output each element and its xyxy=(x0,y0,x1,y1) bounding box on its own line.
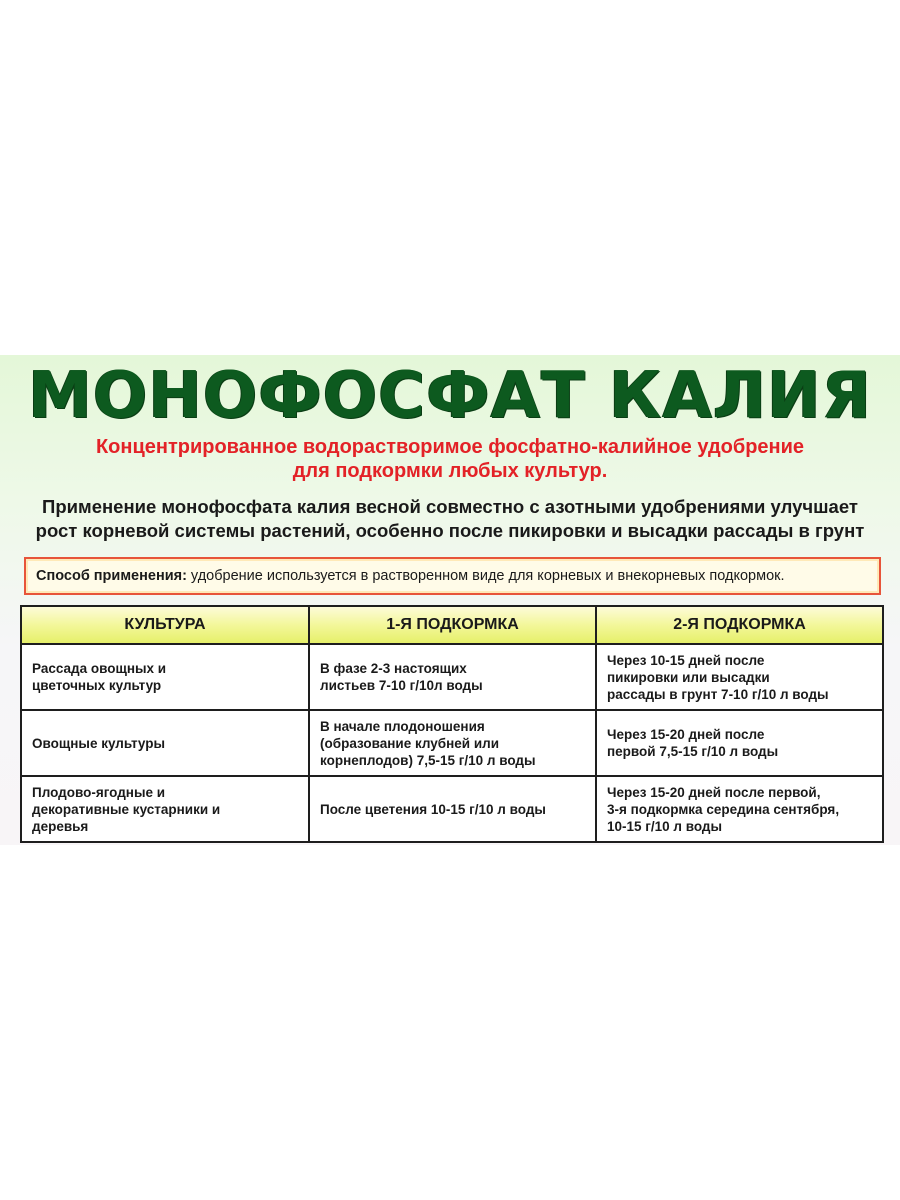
cell-culture: Овощные культуры xyxy=(21,710,309,776)
table-row xyxy=(21,710,883,776)
cell-culture: Плодово-ягодные и декоративные кустарники и деревья xyxy=(21,776,309,842)
description-line-1: Применение монофосфата калия весной совместно с азотными удобрениями улучшает xyxy=(42,496,858,517)
product-description xyxy=(10,495,890,543)
product-subtitle xyxy=(10,435,890,483)
cell-first-feeding: После цветения 10-15 г/10 л воды xyxy=(309,776,596,842)
cell-culture: Рассада овощных и цветочных культур xyxy=(21,644,309,710)
column-header-second-feeding: 2-Я ПОДКОРМКА xyxy=(596,606,883,644)
product-label xyxy=(0,355,900,845)
table-row xyxy=(21,644,883,710)
cell-first-feeding: В начале плодоношения (образование клубней или корнеплодов) 7,5-15 г/10 л воды xyxy=(309,710,596,776)
cell-second-feeding: Через 15-20 дней после первой, 3-я подкормка середина сентября, 10-15 г/10 л воды xyxy=(596,776,883,842)
subtitle-line-1: Концентрированное водорастворимое фосфатно-калийное удобрение xyxy=(95,436,805,458)
subtitle-line-2: для подкормки любых культур. xyxy=(292,460,608,482)
application-method-box xyxy=(24,557,881,595)
feeding-schedule-table xyxy=(20,605,884,843)
application-method-text: удобрение используется в растворенном виде для корневых и внекорневых подкормок. xyxy=(186,568,785,584)
application-method-label: Способ применения: xyxy=(36,568,187,584)
table-header-row xyxy=(21,606,883,644)
column-header-first-feeding: 1-Я ПОДКОРМКА xyxy=(309,606,596,644)
table-row xyxy=(21,776,883,842)
cell-first-feeding: В фазе 2-3 настоящих листьев 7-10 г/10л воды xyxy=(309,644,596,710)
column-header-culture: КУЛЬТУРА xyxy=(21,606,309,644)
product-title: МОНОФОСФАТ КАЛИЯ xyxy=(28,359,872,433)
cell-second-feeding: Через 10-15 дней после пикировки или высадки рассады в грунт 7-10 г/10 л воды xyxy=(596,644,883,710)
description-line-2: рост корневой системы растений, особенно после пикировки и высадки рассады в грунт xyxy=(35,520,865,541)
cell-second-feeding: Через 15-20 дней после первой 7,5-15 г/10 л воды xyxy=(596,710,883,776)
